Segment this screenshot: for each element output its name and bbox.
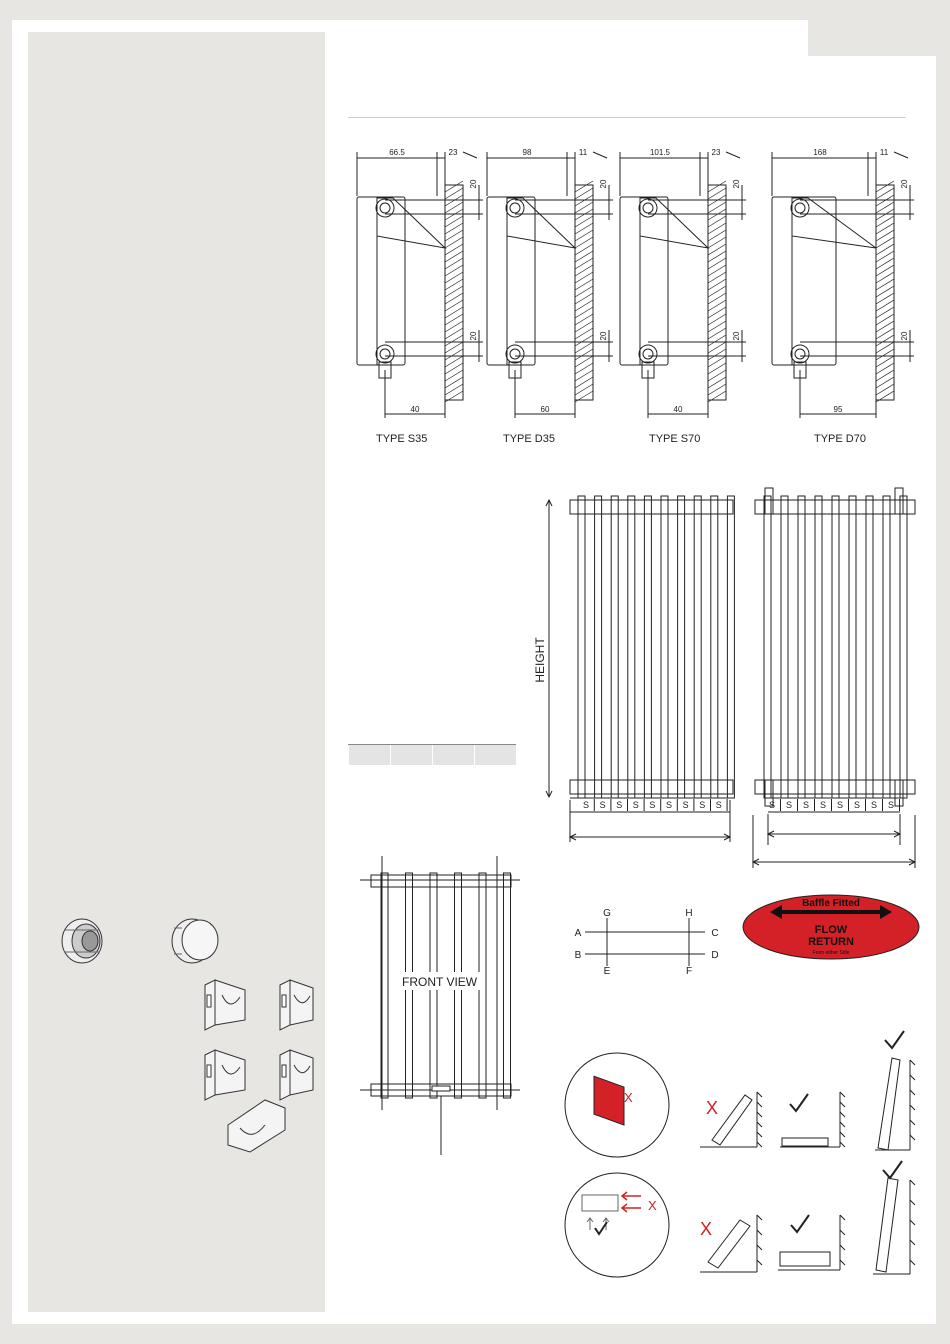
column-tube [727,496,734,798]
badge-return: RETURN [808,936,854,948]
spacing-label: S [649,800,656,810]
badge-title: Baffle Fitted [802,898,860,909]
section-type-1 [357,152,483,418]
spacing-label: S [768,800,776,810]
point-c: C [711,928,719,939]
column-tube [832,496,839,798]
height-label: HEIGHT [533,637,547,683]
spacing-label: S [836,800,844,810]
section-type-2 [487,152,613,418]
spacing-label: S [665,800,673,810]
dim-side-top: 20 [900,179,909,189]
point-a: A [574,928,582,939]
spec-table [348,724,516,765]
valve-icon [62,919,102,963]
column-tube [644,496,651,798]
badge-either-side: From either Side [812,950,850,956]
column-tube [798,496,805,798]
type-label: TYPE S35 [376,433,428,445]
point-f: F [685,966,693,977]
spacing-label: S [887,800,895,810]
installation-guidance [555,1030,935,1290]
spacing-label: S [699,800,706,810]
elevation-right [753,488,915,868]
column-tube [661,496,668,798]
cross-mark: X [624,1090,633,1105]
point-h: H [685,908,693,919]
point-e: E [603,966,611,977]
section-type-3 [620,152,746,418]
type-label: TYPE D70 [814,433,866,445]
front-view-label: FRONT VIEW [402,975,478,989]
point-d: D [711,950,719,961]
dim-offset: 23 [711,148,721,157]
spacing-label: S [715,800,722,810]
dim-offset: 23 [448,148,458,157]
accessories-illustration [40,910,340,1170]
type-label: TYPE D35 [503,433,555,445]
dim-depth: 101.5 [649,148,671,157]
point-g: G [603,908,611,919]
table-row [349,745,517,766]
column-tube [815,496,822,798]
dim-side-top: 20 [732,179,741,189]
table-header-row [349,724,517,745]
point-b: B [574,950,582,961]
dim-depth: 98 [522,148,532,157]
dim-wall-gap: 40 [410,405,420,414]
dim-wall-gap: 40 [673,405,683,414]
section-type-4 [772,152,914,418]
dim-side-top: 20 [469,179,478,189]
spacing-label: S [582,800,590,810]
baffle-fitted-badge [742,892,922,962]
column-tube [595,496,602,798]
column-tube [849,496,856,798]
dim-depth: 66.5 [389,148,405,157]
cross-mark: X [700,1219,713,1239]
spacing-label: S [819,800,827,810]
spacing-label: S [802,800,810,810]
column-tube [711,496,718,798]
spacing-label: S [785,800,793,810]
dim-depth: 168 [813,148,827,157]
dim-side-bottom: 20 [732,331,741,341]
column-tube [628,496,635,798]
cross-mark: X [706,1098,719,1118]
badge-flow: FLOW [814,924,848,936]
dim-side-bottom: 20 [599,331,608,341]
dim-wall-gap: 95 [833,405,843,414]
column-tube [578,496,585,798]
spacing-label: S [682,800,689,810]
spacing-label: S [870,800,878,810]
column-tube [694,496,701,798]
dim-offset: 11 [578,148,588,157]
column-tube [764,496,771,798]
dim-wall-gap: 60 [540,405,550,414]
dim-offset: 11 [879,148,889,157]
connection-diagram [570,900,770,990]
bracket-icon [205,980,313,1152]
section-drawings [0,0,950,460]
spacing-label: S [616,800,623,810]
column-tube [781,496,788,798]
spacing-label: S [599,800,606,810]
column-tube [678,496,685,798]
spacing-label: S [853,800,861,810]
spacing-label: S [632,800,639,810]
column-tube [504,873,511,1098]
dim-side-top: 20 [599,179,608,189]
type-label: TYPE S70 [649,433,701,445]
blanking-plug-icon [172,919,218,963]
elevation-left [546,496,734,842]
cross-mark: X [648,1198,657,1213]
column-tube [611,496,618,798]
elevation-drawings [0,480,950,880]
dim-side-bottom: 20 [469,331,478,341]
dim-side-bottom: 20 [900,331,909,341]
column-tube [883,496,890,798]
column-tube [900,496,907,798]
column-tube [866,496,873,798]
